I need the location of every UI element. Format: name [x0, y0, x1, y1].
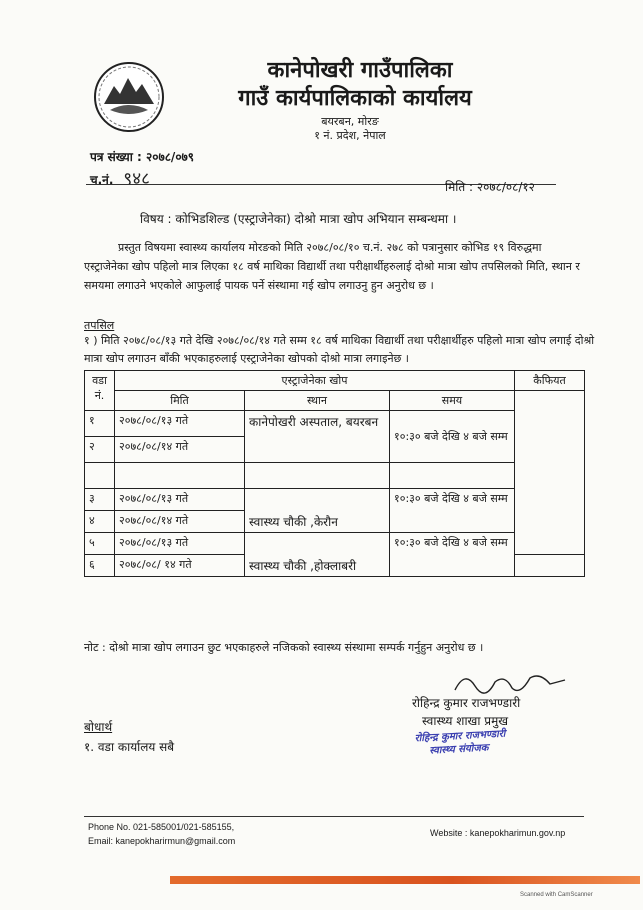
place-cell: स्वास्थ्य चौकी ,केरौन [245, 489, 390, 533]
date-cell: २०७८/०८/१४ गते [115, 511, 245, 533]
signatory-title: स्वास्थ्य शाखा प्रमुख [422, 714, 509, 728]
header-place: स्थान [245, 391, 390, 411]
footer-color-bar [170, 876, 640, 884]
table-row [85, 533, 585, 555]
cc-item: १. वडा कार्यालय सबै [84, 740, 175, 754]
body-paragraph: प्रस्तुत विषयमा स्वास्थ्य कार्यालय मोरङको मिति २०७८/०८/१० च.नं. २७८ को पत्रानुसार कोभिड १९ विरुद्धमा एस्ट्राजेनेका खोप पहिलो मात्र लिएका १८ वर्ष माथिका विद्यार्थी तथा परीक्षार्थीहरुलाई दोश्रो मात्रा खोप तपसिलको मिति, स्थान र समयमा लगाउने भएकोले आफुलाई पायक पर्ने संस्थामा गई खोप लगाउनु हुन अनुरोध छ । [84, 241, 580, 292]
dispatch-number-row [90, 166, 150, 189]
subject-line: विषय : कोभिडशिल्ड (एस्ट्राजेनेका) दोश्रो मात्रा खोप अभियान सम्बन्धमा । [140, 212, 457, 226]
office-subtitle: गाउँ कार्यपालिकाको कार्यालय [238, 86, 472, 111]
footer-email: Email: kanepokharirmun@gmail.com [88, 836, 236, 846]
stamp-title: स्वास्थ्य संयोजक [429, 742, 489, 757]
ward-cell: ३ [85, 489, 115, 511]
footer-website: Website : kanepokharimun.gov.np [430, 828, 566, 838]
table-row [85, 411, 585, 437]
date-cell: २०७८/०८/ १४ गते [115, 555, 245, 577]
address-line-1: बयरबन, मोरङ [321, 115, 379, 128]
footer-phone: Phone No. 021-585001/021-585155, [88, 822, 235, 832]
time-cell: १०:३० बजे देखि ४ बजे सम्म [390, 533, 515, 577]
dispatch-number: ९४८ [123, 169, 150, 189]
remarks-cell [515, 391, 585, 555]
header-time: समय [390, 391, 515, 411]
letter-date: मिति : २०७८/०८/१२ [445, 180, 535, 194]
cc-heading: बोधार्थ [84, 720, 113, 734]
header-date: मिति [115, 391, 245, 411]
stamp-name: रोहिन्द्र कुमार राजभण्डारी [414, 728, 506, 745]
date-cell: २०७८/०८/१३ गते [115, 489, 245, 511]
scanner-watermark: Scanned with CamScanner [520, 892, 593, 898]
header-vaccine: एस्ट्राजेनेका खोप [115, 371, 515, 391]
signatory-name: रोहिन्द्र कुमार राजभण्डारी [412, 696, 521, 710]
place-cell: कानेपोखरी अस्पताल, बयरबन [245, 411, 390, 463]
official-stamp [414, 728, 506, 759]
ward-cell: १ [85, 411, 115, 437]
schedule-table [84, 370, 585, 577]
time-cell: १०:३० बजे देखि ४ बजे सम्म [390, 489, 515, 533]
ward-cell: ४ [85, 511, 115, 533]
time-cell: १०:३० बजे देखि ४ बजे सम्म [390, 411, 515, 463]
address-line-2: १ नं. प्रदेश, नेपाल [314, 129, 386, 142]
header-remarks: कैफियत [515, 371, 585, 391]
nepal-emblem-icon [92, 60, 166, 134]
date-cell: २०७८/०८/१४ गते [115, 437, 245, 463]
schedule-paragraph: १ ) मिति २०७८/०८/१३ गते देखि २०७८/०८/१४ गते सम्म १८ वर्ष माथिका विद्यार्थी तथा परीक्षार्थीहरु पहिलो मात्रा खोप लगाई दोश्रो मात्रा खोप लगाउन बाँकी भएकाहरुलाई एस्ट्राजेनेका खोपको दोश्रो मात्रा लगाइनेछ । [84, 334, 595, 365]
letter-number: पत्र संख्या : २०७८/०७९ [90, 150, 195, 164]
dispatch-label: च.नं. [90, 173, 114, 187]
table-row [85, 489, 585, 511]
ward-cell: २ [85, 437, 115, 463]
place-cell: स्वास्थ्य चौकी ,होक्लाबरी [245, 533, 390, 577]
office-title: कानेपोखरी गाउँपालिका [267, 58, 453, 83]
date-cell: २०७८/०८/१३ गते [115, 411, 245, 437]
header-ward: वडा नं. [85, 371, 115, 411]
note-line: नोट : दोश्रो मात्रा खोप लगाउन छुट भएकाहरुले नजिकको स्वास्थ्य संस्थामा सम्पर्क गर्नुहुन अनुरोध छ । [84, 641, 484, 654]
footer-divider [84, 816, 584, 817]
table-spacer-row [85, 463, 585, 489]
schedule-heading: तपसिल [84, 319, 115, 332]
date-cell: २०७८/०८/१३ गते [115, 533, 245, 555]
ward-cell: ६ [85, 555, 115, 577]
ward-cell: ५ [85, 533, 115, 555]
